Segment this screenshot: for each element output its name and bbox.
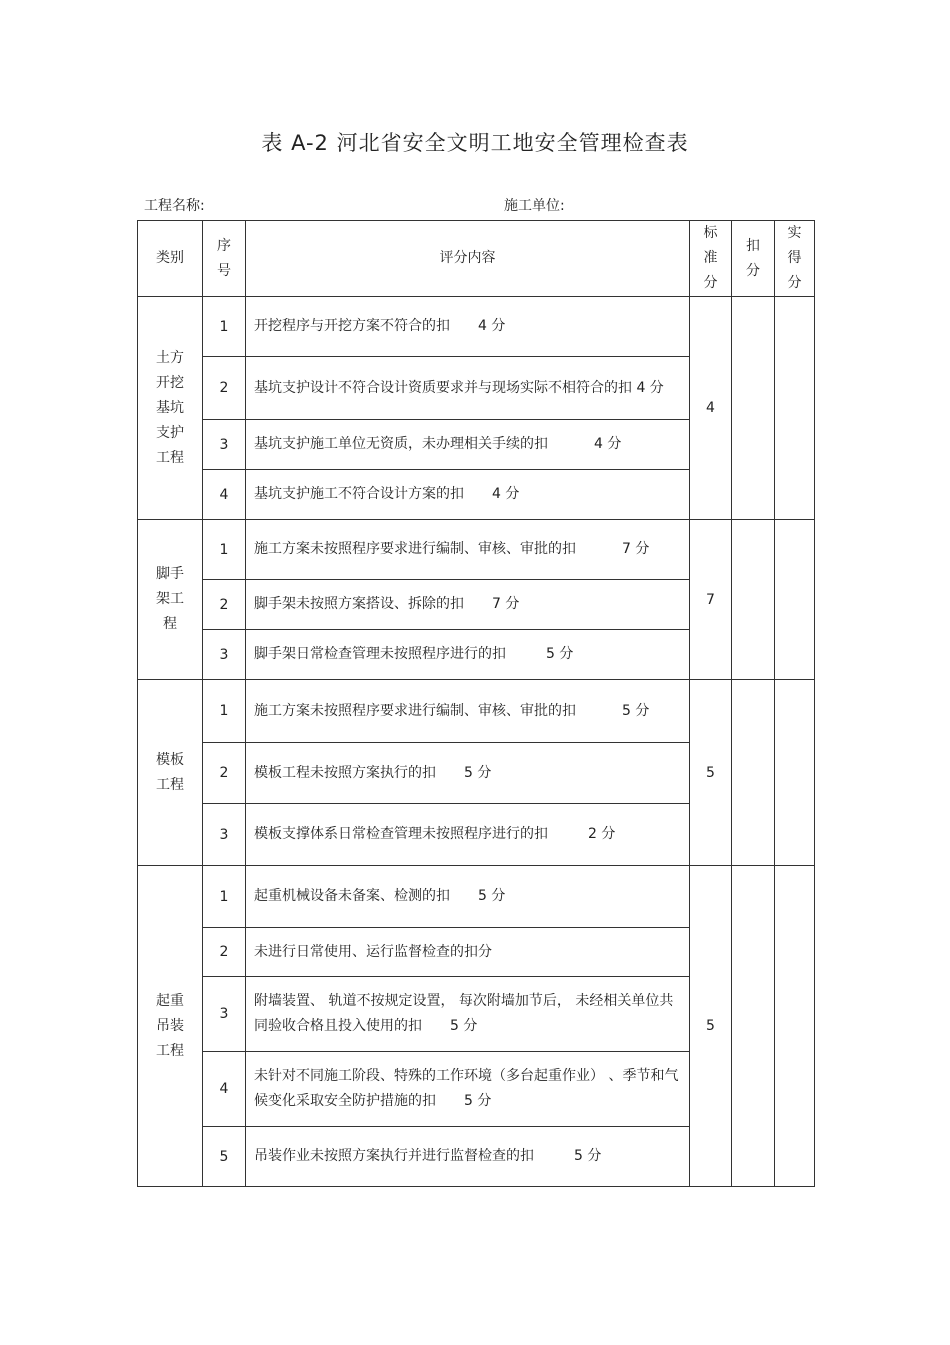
row-number: 3 xyxy=(203,804,246,866)
category-line: 基坑 xyxy=(156,399,184,416)
row-number: 1 xyxy=(203,866,246,928)
page-title: 表 A-2 河北省安全文明工地安全管理检查表 xyxy=(261,131,689,155)
row-text: 模板支撑体系日常检查管理未按照程序进行的扣 xyxy=(254,826,548,842)
row-content xyxy=(246,977,690,1052)
header-deduct-2: 分 xyxy=(746,262,760,279)
category-line: 工程 xyxy=(156,1042,184,1059)
category-hoisting xyxy=(138,866,203,1187)
category-line: 架工 xyxy=(156,591,184,607)
row-points: 4 分 xyxy=(492,486,520,502)
row-points: 4 分 xyxy=(636,379,664,396)
category-line: 土方 xyxy=(156,349,184,366)
actual-score-cell[interactable] xyxy=(775,866,815,1187)
category-line: 支护 xyxy=(156,424,184,441)
category-scaffolding xyxy=(138,520,203,680)
row-text: 施工方案未按照程序要求进行编制、审核、审批的扣 xyxy=(254,541,576,557)
row-number: 3 xyxy=(203,977,246,1052)
row-points: 4 分 xyxy=(594,436,622,452)
header-row xyxy=(138,221,815,297)
category-line: 吊装 xyxy=(156,1017,184,1034)
standard-score: 5 xyxy=(690,680,732,866)
row-number: 1 xyxy=(203,297,246,357)
row-number: 2 xyxy=(203,743,246,804)
deduct-cell[interactable] xyxy=(732,680,775,866)
row-content xyxy=(246,520,690,580)
row-text: 脚手架日常检查管理未按照程序进行的扣 xyxy=(254,646,506,662)
row-content xyxy=(246,420,690,470)
row-content xyxy=(246,470,690,520)
header-actual xyxy=(775,221,815,297)
row-points: 5 分 xyxy=(464,1093,492,1109)
header-deduct-1: 扣 xyxy=(746,237,760,254)
category-earthwork xyxy=(138,297,203,520)
row-number: 1 xyxy=(203,520,246,580)
row-number: 5 xyxy=(203,1127,246,1187)
row-text: 未针对不同施工阶段、特殊的工作环境（多台起重作业） 、季节和气候变化采取安全防护措施的扣 xyxy=(254,1068,679,1109)
header-category: 类别 xyxy=(138,221,203,297)
row-points: 7 分 xyxy=(492,596,520,612)
row-text: 未进行日常使用、运行监督检查的扣分 xyxy=(254,943,492,960)
row-points: 5 分 xyxy=(450,1018,478,1034)
inspection-table xyxy=(137,220,815,1187)
category-line: 开挖 xyxy=(156,374,184,391)
category-line: 模板 xyxy=(156,751,184,768)
header-standard-2: 准 xyxy=(703,250,718,266)
header-seq-1: 序 xyxy=(217,237,231,254)
row-points: 5 分 xyxy=(464,764,492,781)
row-points: 4 分 xyxy=(478,318,506,334)
category-line: 脚手 xyxy=(156,566,184,582)
header-seq xyxy=(203,221,246,297)
row-number: 1 xyxy=(203,680,246,743)
row-content xyxy=(246,743,690,804)
row-points: 5 分 xyxy=(546,646,574,662)
row-points: 7 分 xyxy=(622,541,650,557)
actual-score-cell[interactable] xyxy=(775,680,815,866)
row-content xyxy=(246,630,690,680)
row-text: 附墙装置、 轨道不按规定设置， 每次附墙加节后， 未经相关单位共同验收合格且投入使用的扣 xyxy=(254,993,674,1034)
category-line: 程 xyxy=(163,616,177,632)
row-number: 4 xyxy=(203,470,246,520)
header-actual-2: 得 xyxy=(787,250,802,266)
table-row xyxy=(138,680,815,743)
row-number: 3 xyxy=(203,630,246,680)
row-text: 起重机械设备未备案、检测的扣 xyxy=(254,888,450,904)
row-number: 4 xyxy=(203,1052,246,1127)
row-content xyxy=(246,297,690,357)
actual-score-cell[interactable] xyxy=(775,520,815,680)
deduct-cell[interactable] xyxy=(732,866,775,1187)
row-content xyxy=(246,1052,690,1127)
standard-score: 7 xyxy=(690,520,732,680)
row-text: 基坑支护施工不符合设计方案的扣 xyxy=(254,486,464,502)
deduct-cell[interactable] xyxy=(732,297,775,520)
row-text: 模板工程未按照方案执行的扣 xyxy=(254,764,436,781)
header-actual-1: 实 xyxy=(787,225,802,241)
category-line: 工程 xyxy=(156,776,184,793)
table-row xyxy=(138,520,815,580)
header-standard-3: 分 xyxy=(703,275,718,291)
deduct-cell[interactable] xyxy=(732,520,775,680)
project-name-label: 工程名称: xyxy=(144,198,205,214)
row-content xyxy=(246,804,690,866)
standard-score: 4 xyxy=(690,297,732,520)
row-points: 5 分 xyxy=(574,1148,602,1164)
row-number: 2 xyxy=(203,928,246,977)
row-content xyxy=(246,1127,690,1187)
row-number: 3 xyxy=(203,420,246,470)
table-row xyxy=(138,297,815,357)
row-text: 基坑支护施工单位无资质，未办理相关手续的扣 xyxy=(254,436,548,452)
header-seq-2: 号 xyxy=(217,262,231,279)
row-points: 5 分 xyxy=(622,702,650,719)
actual-score-cell[interactable] xyxy=(775,297,815,520)
header-content: 评分内容 xyxy=(246,221,690,297)
row-number: 2 xyxy=(203,580,246,630)
header-actual-3: 分 xyxy=(787,275,802,291)
row-points: 5 分 xyxy=(478,888,506,904)
standard-score: 5 xyxy=(690,866,732,1187)
row-content xyxy=(246,357,690,420)
row-content xyxy=(246,580,690,630)
row-points: 2 分 xyxy=(588,826,616,842)
row-text: 吊装作业未按照方案执行并进行监督检查的扣 xyxy=(254,1148,534,1164)
row-text: 脚手架未按照方案搭设、拆除的扣 xyxy=(254,596,464,612)
header-standard-1: 标 xyxy=(703,225,718,241)
header-standard xyxy=(690,221,732,297)
category-line: 起重 xyxy=(156,992,184,1009)
table-row xyxy=(138,866,815,928)
header-deduct xyxy=(732,221,775,297)
row-content xyxy=(246,928,690,977)
row-text: 基坑支护设计不符合设计资质要求并与现场实际不相符合的扣 xyxy=(254,379,632,396)
row-text: 施工方案未按照程序要求进行编制、审核、审批的扣 xyxy=(254,702,576,719)
row-content xyxy=(246,680,690,743)
construction-unit-label: 施工单位: xyxy=(504,198,565,214)
category-formwork xyxy=(138,680,203,866)
row-content xyxy=(246,866,690,928)
category-line: 工程 xyxy=(156,449,184,466)
row-text: 开挖程序与开挖方案不符合的扣 xyxy=(254,318,450,334)
row-number: 2 xyxy=(203,357,246,420)
